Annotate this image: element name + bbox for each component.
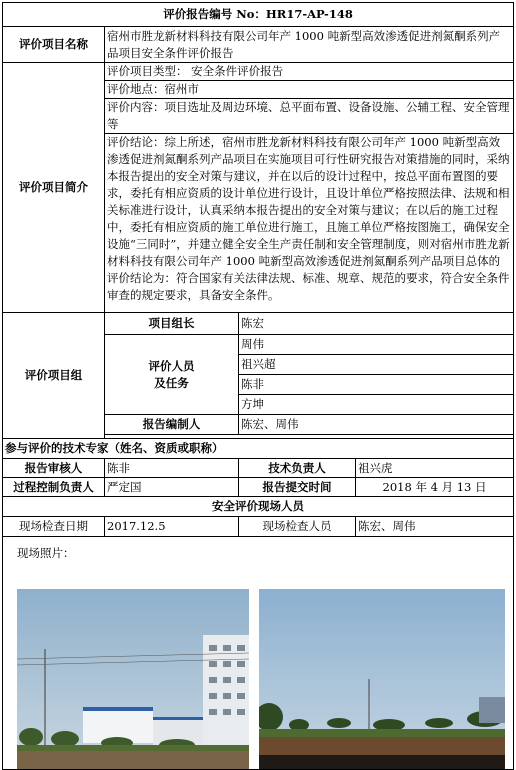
site-date: 2017.12.5	[105, 517, 239, 537]
project-intro-label: 评价项目简介	[3, 63, 105, 313]
submit-time-label: 报告提交时间	[239, 478, 356, 497]
team-leader-label: 项目组长	[105, 313, 239, 335]
tech-lead-label: 技术负责人	[239, 459, 356, 478]
process-lead: 严定国	[105, 478, 239, 497]
report-number-label: 评价报告编号 No：	[163, 7, 266, 21]
project-conclusion: 评价结论：综上所述，宿州市胜龙新材料科技有限公司年产 1000 吨新型高效渗透促进剂氮酮系列产品项目在实施项目可行性研究报告对策措施的同时，采纳本报告提出的安全对策与建议，并在以后的设计过程中，按总平面布置图的要求，委托有相应资质的设计单位进行设计，且设计单位严格按照法律、法规和相关标准进行设计，认真采纳本报告提出的安全对策与建议；在以后的施工过程中，委托有相应资质的施工单位进行施工，且施工单位严格按图施工，确保安全设施“三同时”，并建立健全安全生产责任制和安全管理制度，则对宿州市胜龙新材料科技有限公司年产 1000 吨新型高效渗透促进剂氮酮系列产品项目总体的评价结论为：符合国家有关法律法规、标准、规章、规范的要求，符合安全条件审查的规定要求，具备安全条件。	[107, 135, 510, 302]
submit-time: 2018 年 4 月 13 日	[356, 478, 514, 497]
experts-label: 参与评价的技术专家（姓名、资质或职称）	[3, 439, 514, 459]
report-number-row	[3, 3, 514, 27]
report-table	[2, 2, 514, 770]
team-member: 周伟	[239, 335, 514, 355]
team-leader: 陈宏	[239, 313, 514, 335]
report-number-value: HR17-AP-148	[265, 7, 353, 21]
writer: 陈宏、周伟	[239, 415, 514, 435]
site-staff: 陈宏、周伟	[356, 517, 514, 537]
process-lead-label: 过程控制负责人	[3, 478, 105, 497]
team-member: 陈非	[239, 375, 514, 395]
site-photo-buildings	[17, 589, 249, 769]
site-section-title: 安全评价现场人员	[3, 497, 514, 517]
site-photo-field	[259, 589, 505, 769]
team-label: 评价项目组	[3, 313, 105, 439]
project-name-label: 评价项目名称	[3, 27, 105, 63]
reviewer: 陈非	[105, 459, 239, 478]
site-photos-cell	[3, 537, 514, 770]
project-intro-cell	[105, 63, 514, 313]
project-name-value: 宿州市胜龙新材料科技有限公司年产 1000 吨新型高效渗透促进剂氮酮系列产品项目安全条件评价报告	[105, 27, 514, 63]
site-staff-label: 现场检查人员	[239, 517, 356, 537]
tech-lead: 祖兴虎	[356, 459, 514, 478]
project-content: 评价内容：项目选址及周边环境、总平面布置、设备设施、公辅工程、安全管理等	[105, 99, 513, 134]
reviewer-label: 报告审核人	[3, 459, 105, 478]
project-location: 评价地点：宿州市	[105, 81, 513, 99]
team-member: 方坤	[239, 395, 514, 415]
project-type: 评价项目类型： 安全条件评价报告	[105, 63, 513, 81]
site-date-label: 现场检查日期	[3, 517, 105, 537]
site-photos-label: 现场照片：	[17, 546, 75, 560]
team-member: 祖兴超	[239, 355, 514, 375]
team-members-label: 评价人员 及任务	[105, 335, 239, 415]
writer-label: 报告编制人	[105, 415, 239, 435]
